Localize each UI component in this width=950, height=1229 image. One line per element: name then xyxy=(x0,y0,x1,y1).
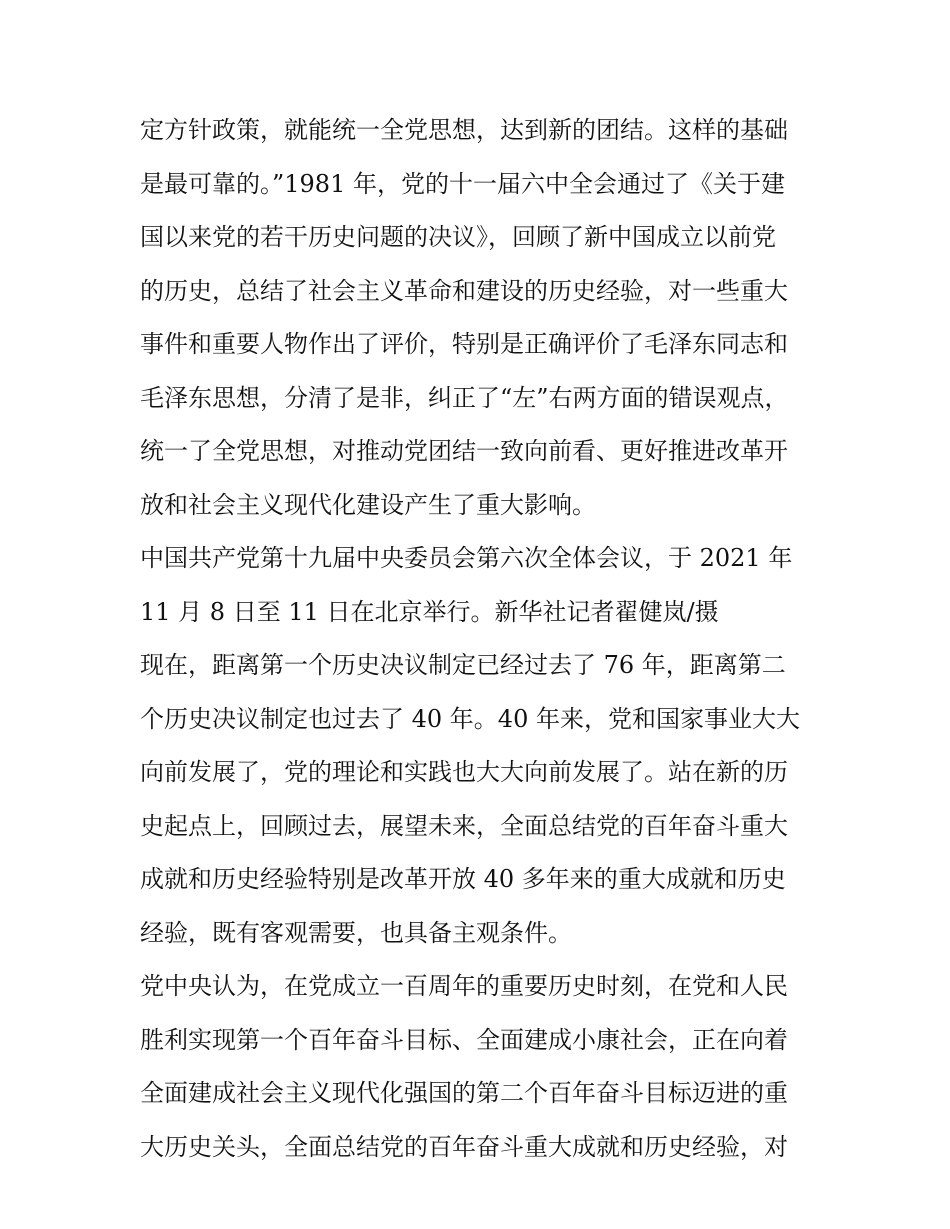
text-line: 毛泽东思想，分清了是非，纠正了“左”右两方面的错误观点， xyxy=(140,383,789,412)
text-line: 放和社会主义现代化建设产生了重大影响。 xyxy=(140,490,596,519)
photo-caption-line: 中国共产党第十九届中央委员会第六次全体会议，于 2021 年 xyxy=(140,544,793,572)
text-line: 现在，距离第一个历史决议制定已经过去了 76 年，距离第二 xyxy=(140,651,786,679)
text-line: 全面建成社会主义现代化强国的第二个百年奋斗目标迈进的重 xyxy=(140,1079,788,1107)
text-line: 国以来党的若干历史问题的决议》，回顾了新中国成立以前党 xyxy=(140,223,776,251)
text-line: 经验，既有客观需要，也具备主观条件。 xyxy=(140,918,572,947)
text-line: 个历史决议制定也过去了 40 年。40 年来，党和国家事业大大 xyxy=(140,704,800,733)
text-line: 胜利实现第一个百年奋斗目标、全面建成小康社会，正在向着 xyxy=(140,1025,788,1054)
text-line: 定方针政策，就能统一全党思想，达到新的团结。这样的基础 xyxy=(140,116,788,144)
text-line: 事件和重要人物作出了评价，特别是正确评价了毛泽东同志和 xyxy=(140,330,788,358)
text-line: 党中央认为，在党成立一百周年的重要历史时刻，在党和人民 xyxy=(140,972,788,1000)
text-line: 大历史关头，全面总结党的百年奋斗重大成就和历史经验，对 xyxy=(140,1132,788,1161)
text-line: 史起点上，回顾过去，展望未来，全面总结党的百年奋斗重大 xyxy=(140,811,788,840)
text-line: 成就和历史经验特别是改革开放 40 多年来的重大成就和历史 xyxy=(140,865,786,893)
text-line: 向前发展了，党的理论和实践也大大向前发展了。站在新的历 xyxy=(140,758,788,786)
body-text xyxy=(140,104,820,1174)
text-line: 统一了全党思想，对推动党团结一致向前看、更好推进改革开 xyxy=(140,437,788,465)
photo-caption-line: 11 月 8 日至 11 日在北京举行。新华社记者翟健岚/摄 xyxy=(140,597,719,626)
text-line: 的历史，总结了社会主义革命和建设的历史经验，对一些重大 xyxy=(140,276,788,305)
text-line: 是最可靠的。”1981 年，党的十一届六中全会通过了《关于建 xyxy=(140,169,785,198)
